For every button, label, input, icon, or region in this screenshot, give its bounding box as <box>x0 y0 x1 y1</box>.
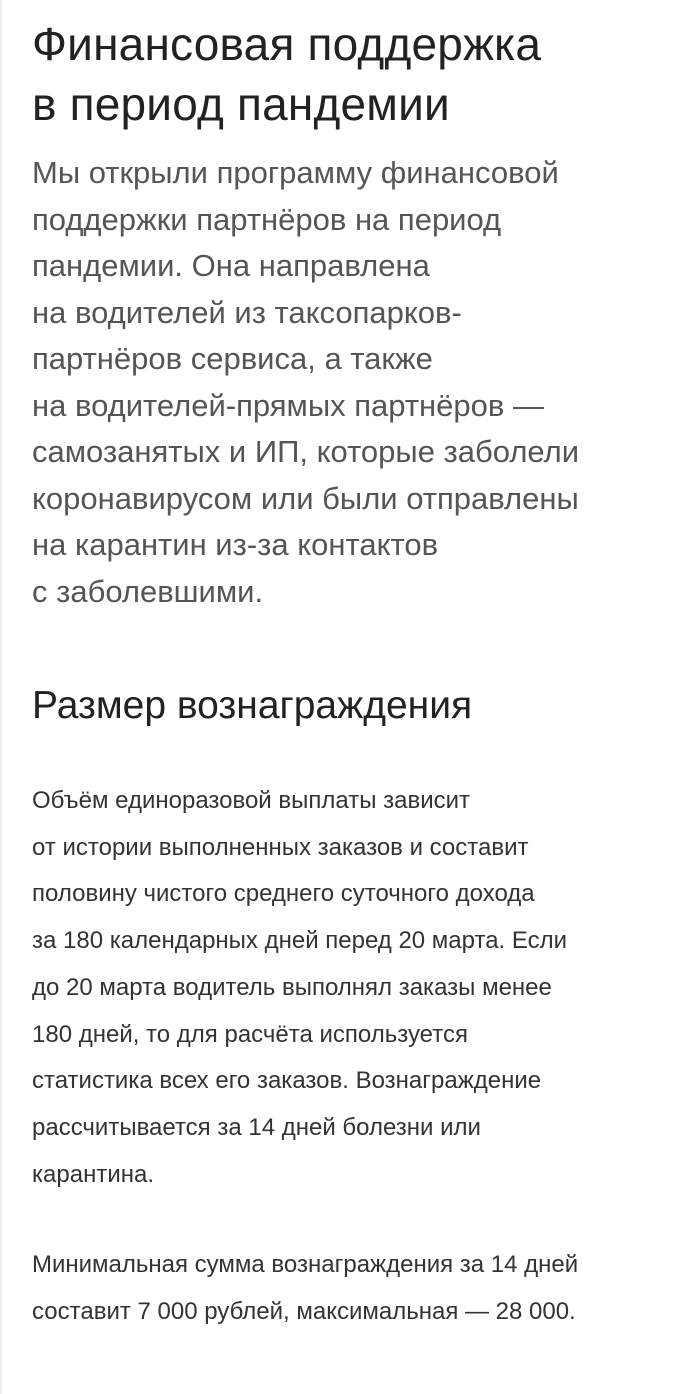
lead-line: коронавирусом или были отправлены <box>32 480 579 516</box>
page-title-line: в период пандемии <box>32 78 450 130</box>
lead-line: с заболевшими. <box>32 573 264 609</box>
paragraph-line: статистика всех его заказов. Вознаграждение <box>32 1067 542 1095</box>
lead-line: на водителей-прямых партнёров — <box>32 387 544 423</box>
paragraph-line: от истории выполненных заказов и составит <box>32 833 529 861</box>
lead-line: Мы открыли программу финансовой <box>32 155 559 190</box>
lead-line: на карантин из-за контактов <box>32 527 439 562</box>
paragraph-line: рассчитывается за 14 дней болезни или <box>32 1113 481 1141</box>
lead-line: пандемии. Она направлена <box>32 248 430 283</box>
paragraph-line: половину чистого среднего суточного дохода <box>32 880 535 908</box>
paragraph-line: Минимальная сумма вознаграждения за 14 дней <box>32 1251 579 1278</box>
paragraph-line: Объём единоразовой выплаты зависит <box>32 787 471 814</box>
reward-amount-paragraph <box>32 1242 692 1335</box>
paragraph-line: до 20 марта водитель выполнял заказы менее <box>32 973 552 1001</box>
left-edge-divider <box>0 0 2 1394</box>
lead-line: самозанятых и ИП, которые заболели <box>32 434 580 469</box>
lead-line: поддержки партнёров на период <box>32 201 502 237</box>
page-title <box>32 14 682 134</box>
reward-description-paragraph <box>32 778 682 1198</box>
paragraph-line: составит 7 000 рублей, максимальная — 28 000. <box>32 1297 576 1325</box>
lead-line: партнёров сервиса, а также <box>32 341 433 376</box>
page-title-line: Финансовая поддержка <box>32 18 542 70</box>
paragraph-line: за 180 календарных дней перед 20 марта. Если <box>32 927 568 955</box>
paragraph-line: 180 дней, то для расчёта используется <box>32 1020 468 1048</box>
lead-line: на водителей из таксопарков- <box>32 294 462 330</box>
paragraph-line: карантина. <box>32 1160 154 1188</box>
lead-paragraph <box>32 150 682 615</box>
section-title: Размер вознаграждения <box>32 684 473 727</box>
